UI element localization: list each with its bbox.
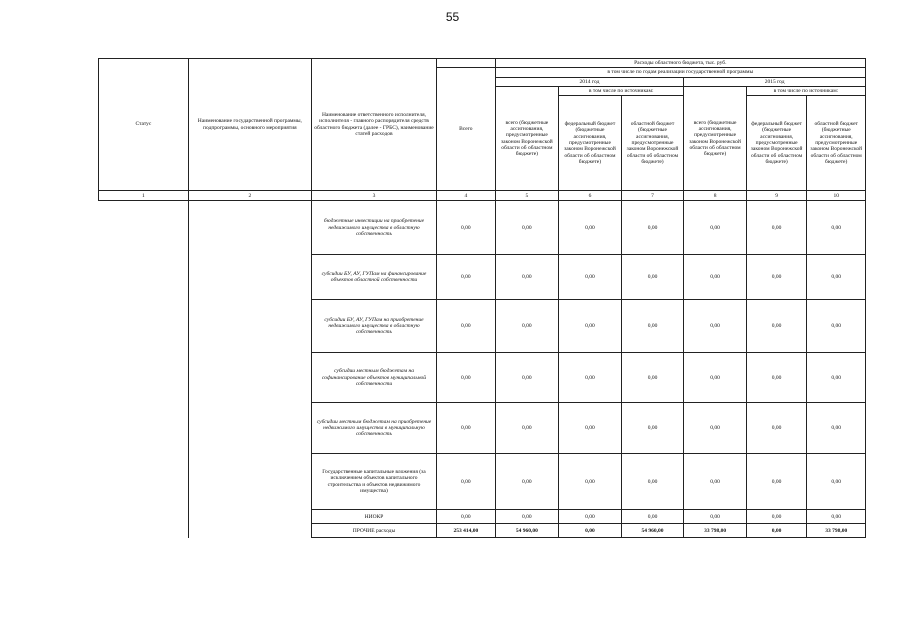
column-number-6: 6	[559, 191, 622, 201]
table-row	[99, 454, 866, 510]
header-col8: всего (бюджетные ассигнования, предусмотренные законом Воронежской области об областном бюджете)	[684, 86, 747, 190]
value-cell-col10: 0,00	[807, 403, 866, 454]
program-cell	[188, 403, 311, 454]
value-cell-col7: 0,00	[621, 300, 684, 353]
status-cell	[99, 255, 189, 300]
header-program-name: Наименование государственной программы, подпрограммы, основного мероприятия	[188, 59, 311, 191]
status-cell	[99, 524, 189, 538]
column-number-10: 10	[807, 191, 866, 201]
value-cell-col4: 0,00	[437, 201, 496, 255]
column-number-9: 9	[746, 191, 807, 201]
value-cell-col10: 0,00	[807, 300, 866, 353]
value-cell-col4: 253 414,00	[437, 524, 496, 538]
table-row	[99, 524, 866, 538]
expense-item-label: субсидии БУ, АУ, ГУПам на финансирование объектов областной собственности	[311, 255, 436, 300]
program-cell	[188, 510, 311, 524]
table-row	[99, 255, 866, 300]
header-col9: федеральный бюджет (бюджетные ассигнования, предусмотренные законом Воронежской области об областном бюджете)	[746, 96, 807, 191]
header-executor: Наименование ответственного исполнителя, исполнителя - главного распорядителя средств областного бюджета (далее - ГРБС), наименование статей расходов	[311, 59, 436, 191]
expense-item-label: субсидии БУ, АУ, ГУПам на приобретение недвижимого имущества в областную собственность	[311, 300, 436, 353]
table-row	[99, 300, 866, 353]
header-col10: областной бюджет (бюджетные ассигнования, предусмотренные законом Воронежской области об областном бюджете)	[807, 96, 866, 191]
status-cell	[99, 403, 189, 454]
value-cell-col8: 0,00	[684, 201, 747, 255]
header-year-2015: 2015 год	[684, 77, 866, 86]
value-cell-col7: 54 960,00	[621, 524, 684, 538]
value-cell-col6: 0,00	[559, 454, 622, 510]
value-cell-col5: 0,00	[495, 454, 559, 510]
header-by-years: в том числе по годам реализации государственной программы	[495, 68, 865, 77]
column-number-8: 8	[684, 191, 747, 201]
value-cell-col7: 0,00	[621, 201, 684, 255]
program-cell	[188, 454, 311, 510]
table-row	[99, 403, 866, 454]
value-cell-col10: 0,00	[807, 201, 866, 255]
value-cell-col6: 0,00	[559, 403, 622, 454]
value-cell-col6: 0,00	[559, 255, 622, 300]
status-cell	[99, 510, 189, 524]
expense-item-label: ПРОЧИЕ расходы	[311, 524, 436, 538]
value-cell-col6: 0,00	[559, 510, 622, 524]
value-cell-col9: 0,00	[746, 353, 807, 403]
value-cell-col6: 0,00	[559, 524, 622, 538]
status-cell	[99, 300, 189, 353]
value-cell-col8: 0,00	[684, 300, 747, 353]
value-cell-col10: 0,00	[807, 255, 866, 300]
column-number-3: 3	[311, 191, 436, 201]
status-cell	[99, 454, 189, 510]
status-cell	[99, 201, 189, 255]
value-cell-col8: 0,00	[684, 510, 747, 524]
value-cell-col9: 0,00	[746, 201, 807, 255]
column-number-4: 4	[437, 191, 496, 201]
column-number-5: 5	[495, 191, 559, 201]
status-cell	[99, 353, 189, 403]
expense-item-label: субсидии местным бюджетам на приобретение недвижимого имущества в муниципальную собственность	[311, 403, 436, 454]
program-cell	[188, 255, 311, 300]
column-number-7: 7	[621, 191, 684, 201]
column-number-1: 1	[99, 191, 189, 201]
value-cell-col9: 0,00	[746, 510, 807, 524]
column-number-2: 2	[188, 191, 311, 201]
value-cell-col5: 0,00	[495, 201, 559, 255]
value-cell-col9: 0,00	[746, 403, 807, 454]
expense-item-label: субсидии местным бюджетам на софинансирование объектов муниципальной собственности	[311, 353, 436, 403]
value-cell-col5: 0,00	[495, 510, 559, 524]
value-cell-col7: 0,00	[621, 510, 684, 524]
value-cell-col5: 0,00	[495, 353, 559, 403]
value-cell-col5: 0,00	[495, 403, 559, 454]
page-number: 55	[445, 10, 460, 24]
header-total: Всего	[437, 68, 496, 191]
value-cell-col9: 0,00	[746, 255, 807, 300]
value-cell-col6: 0,00	[559, 201, 622, 255]
value-cell-col7: 0,00	[621, 255, 684, 300]
value-cell-col4: 0,00	[437, 454, 496, 510]
value-cell-col9: 0,00	[746, 454, 807, 510]
value-cell-col4: 0,00	[437, 300, 496, 353]
expense-item-label: НИОКР	[311, 510, 436, 524]
expense-item-label: бюджетные инвестиции на приобретение недвижимого имущества в областную собственность	[311, 201, 436, 255]
header-col6: федеральный бюджет (бюджетные ассигнования, предусмотренные законом Воронежской области об областном бюджете)	[559, 96, 622, 191]
program-cell	[188, 524, 311, 538]
table-row	[99, 353, 866, 403]
value-cell-col4: 0,00	[437, 403, 496, 454]
header-col5: всего (бюджетные ассигнования, предусмотренные законом Воронежской области об областном бюджете)	[495, 86, 559, 190]
value-cell-col8: 0,00	[684, 353, 747, 403]
value-cell-col9: 0,00	[746, 300, 807, 353]
program-cell	[188, 201, 311, 255]
value-cell-col4: 0,00	[437, 255, 496, 300]
value-cell-col9: 0,00	[746, 524, 807, 538]
header-expenses-title: Расходы областного бюджета, тыс. руб.	[495, 59, 865, 68]
value-cell-col8: 0,00	[684, 255, 747, 300]
value-cell-col4: 0,00	[437, 353, 496, 403]
value-cell-col7: 0,00	[621, 353, 684, 403]
value-cell-col10: 33 798,00	[807, 524, 866, 538]
value-cell-col5: 54 960,00	[495, 524, 559, 538]
value-cell-col6: 0,00	[559, 300, 622, 353]
column-numbers-row	[99, 191, 866, 201]
header-by-sources-2014: в том числе по источникам:	[559, 86, 684, 95]
program-cell	[188, 300, 311, 353]
value-cell-col7: 0,00	[621, 454, 684, 510]
value-cell-col10: 0,00	[807, 353, 866, 403]
header-status: Статус	[99, 59, 189, 191]
program-cell	[188, 353, 311, 403]
value-cell-col10: 0,00	[807, 510, 866, 524]
budget-table	[98, 58, 866, 538]
value-cell-col8: 0,00	[684, 454, 747, 510]
value-cell-col5: 0,00	[495, 255, 559, 300]
value-cell-col7: 0,00	[621, 403, 684, 454]
value-cell-col8: 33 798,00	[684, 524, 747, 538]
value-cell-col4: 0,00	[437, 510, 496, 524]
header-by-sources-2015: в том числе по источникам:	[746, 86, 865, 95]
value-cell-col10: 0,00	[807, 454, 866, 510]
value-cell-col5: 0,00	[495, 300, 559, 353]
header-col7: областной бюджет (бюджетные ассигнования, предусмотренные законом Воронежской области об областном бюджете)	[621, 96, 684, 191]
value-cell-col6: 0,00	[559, 353, 622, 403]
header-year-2014: 2014 год	[495, 77, 684, 86]
value-cell-col8: 0,00	[684, 403, 747, 454]
table-row	[99, 201, 866, 255]
table-row	[99, 510, 866, 524]
expense-item-label: Государственные капитальные вложения (за исключением объектов капитального строительства и объектов недвижимого имущества)	[311, 454, 436, 510]
